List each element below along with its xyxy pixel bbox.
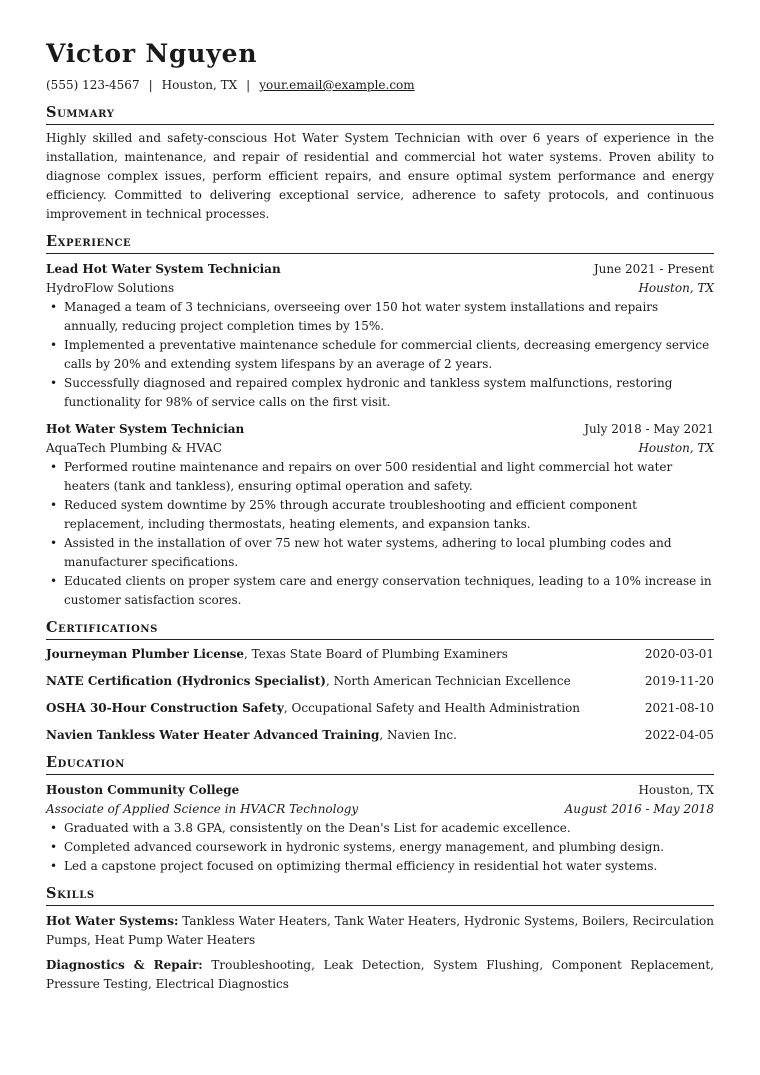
company-name: HydroFlow Solutions — [46, 281, 175, 295]
certification-date: 2022-04-05 — [644, 728, 714, 742]
certification-name: OSHA 30-Hour Construction Safety — [46, 701, 284, 715]
skill-group — [46, 912, 714, 950]
certifications-heading: Certifications — [46, 618, 714, 640]
education-heading: Education — [46, 753, 714, 775]
job-entry — [46, 420, 714, 610]
education-bullets — [46, 819, 714, 876]
certification-name: Navien Tankless Water Heater Advanced Training — [46, 728, 380, 742]
bullet-item: • Completed advanced coursework in hydronic systems, energy management, and plumbing design. — [46, 838, 714, 857]
school-name: Houston Community College — [46, 783, 240, 797]
certification-issuer: , Texas State Board of Plumbing Examiners — [244, 647, 508, 661]
certification-item — [46, 645, 714, 664]
certification-item — [46, 672, 714, 691]
skill-category: Hot Water Systems: — [46, 914, 179, 928]
location: Houston, TX — [161, 78, 238, 92]
job-title: Lead Hot Water System Technician — [46, 262, 281, 276]
experience-heading: Experience — [46, 232, 714, 254]
job-dates: June 2021 - Present — [593, 262, 714, 276]
skill-group — [46, 956, 714, 994]
resume-page — [46, 38, 714, 994]
job-bullets — [46, 298, 714, 412]
job-location: Houston, TX — [638, 281, 714, 295]
certification-name: Journeyman Plumber License — [46, 647, 245, 661]
certification-date: 2019-11-20 — [644, 674, 714, 688]
education-section — [46, 753, 714, 876]
summary-text: Highly skilled and safety-conscious Hot Water System Technician with over 6 years of experience in the installation, maintenance, and repair of residential and commercial hot water systems. Proven ability to diagnose complex issues, perform efficient repairs, and ensure optimal system performance and energy efficiency. Committed to delivering exceptional service, adherence to safety protocols, and continuous improvement in technical processes. — [46, 131, 714, 221]
contact-line — [46, 76, 714, 94]
skills-section — [46, 884, 714, 994]
candidate-name: Victor Nguyen — [46, 39, 258, 68]
education-entry — [46, 781, 714, 876]
skill-category: Diagnostics & Repair: — [46, 958, 203, 972]
summary-heading: Summary — [46, 103, 714, 125]
phone-number: (555) 123-4567 — [46, 78, 140, 92]
bullet-item: • Led a capstone project focused on optimizing thermal efficiency in residential hot water systems. — [46, 857, 714, 876]
bullet-item: • Managed a team of 3 technicians, overseeing over 150 hot water system installations and repairs annually, reducing project completion times by 15%. — [46, 298, 714, 336]
skill-list: Troubleshooting, Leak Detection, System Flushing, Component Replacement, Pressure Testing, Electrical Diagnostics — [46, 958, 714, 991]
company-name: AquaTech Plumbing & HVAC — [46, 441, 223, 455]
certification-date: 2020-03-01 — [644, 647, 714, 661]
degree-name: Associate of Applied Science in HVACR Technology — [46, 802, 359, 816]
job-title: Hot Water System Technician — [46, 422, 245, 436]
bullet-item: • Assisted in the installation of over 75 new hot water systems, adhering to local plumbing codes and manufacturer specifications. — [46, 534, 714, 572]
certification-issuer: , Occupational Safety and Health Administration — [283, 701, 581, 715]
certifications-section — [46, 618, 714, 745]
skill-list: Tankless Water Heaters, Tank Water Heaters, Hydronic Systems, Boilers, Recirculation Pumps, Heat Pump Water Heaters — [46, 914, 714, 947]
bullet-item: • Graduated with a 3.8 GPA, consistently on the Dean's List for academic excellence. — [46, 819, 714, 838]
bullet-item: • Successfully diagnosed and repaired complex hydronic and tankless system malfunctions, restoring functionality for 98% of service calls on the first visit. — [46, 374, 714, 412]
job-bullets — [46, 458, 714, 610]
email-link[interactable]: your.email@example.com — [259, 78, 415, 92]
skills-heading: Skills — [46, 884, 714, 906]
summary-section — [46, 103, 714, 224]
certification-item — [46, 726, 714, 745]
contact-separator: | — [246, 78, 251, 92]
bullet-item: • Performed routine maintenance and repairs on over 500 residential and light commercial hot water heaters (tank and tankless), ensuring optimal operation and safety. — [46, 458, 714, 496]
contact-separator: | — [148, 78, 153, 92]
bullet-item: • Implemented a preventative maintenance schedule for commercial clients, decreasing emergency service calls by 20% and extending system lifespans by an average of 2 years. — [46, 336, 714, 374]
certification-list — [46, 645, 714, 745]
certification-item — [46, 699, 714, 718]
education-dates: August 2016 - May 2018 — [564, 802, 714, 816]
job-location: Houston, TX — [638, 441, 714, 455]
certification-issuer: , Navien Inc. — [379, 728, 457, 742]
job-dates: July 2018 - May 2021 — [584, 422, 714, 436]
bullet-item: • Reduced system downtime by 25% through accurate troubleshooting and efficient component replacement, including thermostats, heating elements, and expansion tanks. — [46, 496, 714, 534]
experience-section — [46, 232, 714, 610]
certification-issuer: , North American Technician Excellence — [325, 674, 571, 688]
school-location: Houston, TX — [638, 783, 714, 797]
certification-date: 2021-08-10 — [644, 701, 714, 715]
job-entry — [46, 260, 714, 412]
certification-name: NATE Certification (Hydronics Specialist) — [46, 674, 326, 688]
bullet-item: • Educated clients on proper system care and energy conservation techniques, leading to a 10% increase in customer satisfaction scores. — [46, 572, 714, 610]
